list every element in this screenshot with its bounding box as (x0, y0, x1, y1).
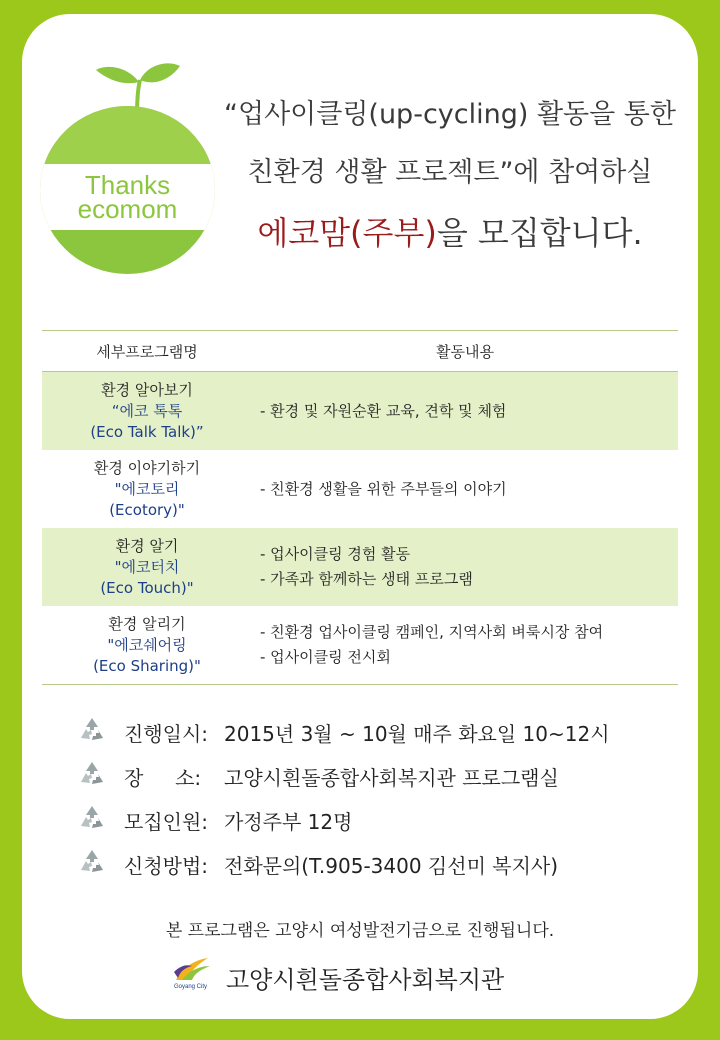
activity-cell (252, 450, 678, 528)
info-location (78, 758, 698, 792)
activity-item: - 업사이클링 전시회 (260, 648, 391, 666)
activity-item: - 친환경 업사이클링 캠페인, 지역사회 벼룩시장 참여 (260, 623, 604, 641)
info-value: 가정주부 12명 (224, 810, 353, 834)
activity-cell (252, 372, 678, 451)
header-program-name: 세부프로그램명 (42, 331, 252, 372)
info-value: 전화문의(T.905-3400 김선미 복지사) (224, 854, 559, 878)
program-name-en: (Eco Touch)" (100, 578, 194, 597)
headline-line-3 (200, 208, 700, 254)
info-label: 신청방법: (124, 854, 209, 878)
table-row (42, 372, 678, 451)
goyang-city-emblem-icon (172, 954, 212, 984)
program-name-en: (Ecotory)" (109, 500, 185, 519)
program-title: “에코 톡톡 (111, 401, 183, 420)
program-name-ko: 환경 이야기하기 (93, 458, 201, 477)
goyang-city-label: Goyang City (174, 984, 208, 990)
program-name-en: (Eco Sharing)" (93, 656, 201, 675)
info-value: 고양시흰돌종합사회복지관 프로그램실 (224, 766, 559, 790)
activity-cell (252, 528, 678, 606)
logo-text-ecomom: ecomom (77, 194, 178, 224)
info-value: 2015년 3월 ~ 10월 매주 화요일 10~12시 (224, 722, 610, 746)
program-name-ko: 환경 알기 (115, 536, 179, 555)
activity-cell (252, 606, 678, 685)
program-name-cell (42, 528, 252, 606)
table-row (42, 450, 678, 528)
program-name-ko: 환경 알아보기 (101, 380, 193, 399)
activity-item: - 친환경 생활을 위한 주부들의 이야기 (260, 479, 507, 498)
info-label: 모집인원: (124, 810, 209, 834)
headline-line-2: 친환경 생활 프로젝트”에 참여하실 (247, 157, 653, 188)
table-row (42, 528, 678, 606)
activity-item: - 가족과 함께하는 생태 프로그램 (260, 570, 473, 588)
recycle-icon (78, 716, 106, 744)
program-name-ko: 환경 알리기 (108, 614, 186, 633)
header-activity: 활동내용 (252, 331, 678, 372)
program-name-en: (Eco Talk Talk)” (90, 422, 204, 441)
program-name-cell (42, 450, 252, 528)
table-header-row (42, 331, 678, 372)
info-schedule (78, 714, 698, 748)
headline-accent: 에코맘(주부) (257, 214, 437, 252)
program-table (42, 330, 678, 685)
info-label: 진행일시: (124, 722, 209, 746)
program-name-cell (42, 372, 252, 451)
recycle-icon (78, 804, 106, 832)
program-title: "에코쉐어링 (107, 635, 187, 654)
activity-item: - 업사이클링 경험 활동 (260, 545, 411, 563)
funding-note: 본 프로그램은 고양시 여성발전기금으로 진행됩니다. (165, 921, 555, 941)
organization-name: 고양시흰돌종합사회복지관 (226, 966, 505, 994)
info-label: 장 소: (124, 766, 202, 790)
goyang-city-logo (172, 954, 220, 996)
info-recruitment (78, 802, 698, 836)
headline-rest: 을 모집합니다. (436, 214, 643, 252)
program-name-cell (42, 606, 252, 685)
headline-line-1: “업사이클링(up-cycling) 활동을 통한 (224, 99, 676, 130)
program-title: "에코터치 (114, 557, 180, 576)
thanks-ecomom-logo (40, 58, 220, 268)
program-title: "에코토리 (114, 479, 180, 498)
info-application (78, 846, 698, 880)
activity-item: - 환경 및 자원순환 교육, 견학 및 체험 (260, 401, 507, 420)
logo-text-thanks: Thanks (84, 170, 171, 200)
recycle-icon (78, 760, 106, 788)
recycle-icon (78, 848, 106, 876)
table-row (42, 606, 678, 685)
